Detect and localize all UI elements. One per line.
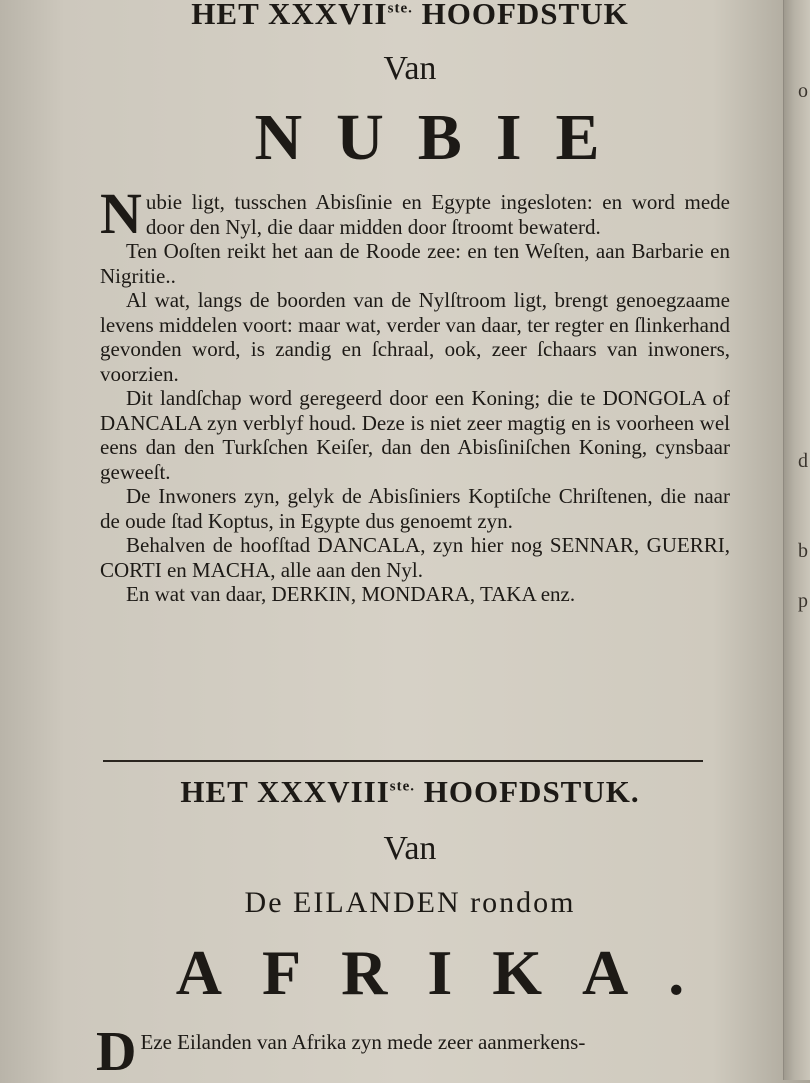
chapter-38-title [60,774,760,810]
paragraph-1 [100,181,730,246]
chapter-38-van: Van [383,830,437,867]
drop-cap: N [100,181,142,246]
paragraph-3: Al wat, langs de boorden van de Nylſtroom ligt, brengt genoegzaame levens middelen voort: maar wat, verder van daar, ter regter en ſlinkerhand gevonden word, is zandig en ſchraal, ook, zeer ſchaars van inwoners, voorzien. [100,288,730,386]
paragraph-7: En wat van daar, DERKIN, MONDARA, TAKA enz. [126,582,576,606]
chapter-title-end: HOOFDSTUK [412,0,629,31]
edge-glyph: o [798,80,808,102]
chapter-37-title [60,0,760,32]
chapter-title-end: HOOFDSTUK. [415,774,640,809]
edge-glyph: p [798,590,808,612]
chapter-38-subtitle: De EILANDEN rondom [244,886,576,919]
paragraph-4: Dit landſchap word geregeerd door een Koning; die te DONGOLA of DANCALA zyn verblyf houd. Deze is niet zeer magtig en is voorheen wel eens dan den Turkſchen Keiſer, dan den Abisſiniſchen Koning, cynsbaar geweeſt. [100,386,730,484]
edge-glyph: d [798,450,808,472]
paragraph-2: Ten Ooſten reikt het aan de Roode zee: en ten Weſten, aan Barbarie en Nigritie.. [100,239,730,288]
paragraph-text: Eze Eilanden van Afrika zyn mede zeer aanmerkens- [140,1030,586,1054]
chapter-title-text: HET XXXVIII [180,774,390,809]
chapter-title-sup: ste. [387,0,413,17]
chapter-38-subject: AFRIKA. [175,937,725,1008]
paragraph-1-text: ubie ligt, tusschen Abisſinie en Egypte ingesloten: en word mede door den Nyl, die daar midden door ſtroomt bewaterd. [145,190,730,239]
chapter-title-sup: ste. [389,778,416,795]
edge-glyph: b [798,540,808,562]
drop-cap: D [96,1021,137,1083]
chapter-37-van: Van [383,50,437,87]
chapter-title-text: HET XXXVII [191,0,388,31]
section-divider [103,760,703,762]
paragraph-6: Behalven de hoofſtad DANCALA, zyn hier nog SENNAR, GUERRI, CORTI en MACHA, alle aan den Nyl. [100,533,730,582]
paragraph-5: De Inwoners zyn, gelyk de Abisſiniers Koptiſche Chriſtenen, die naar de oude ſtad Koptus, in Egypte dus genoemt zyn. [100,484,730,533]
chapter-38-first-paragraph [96,1021,736,1083]
chapter-37-subject: NUBIE [254,101,634,174]
chapter-37-body [100,181,730,607]
